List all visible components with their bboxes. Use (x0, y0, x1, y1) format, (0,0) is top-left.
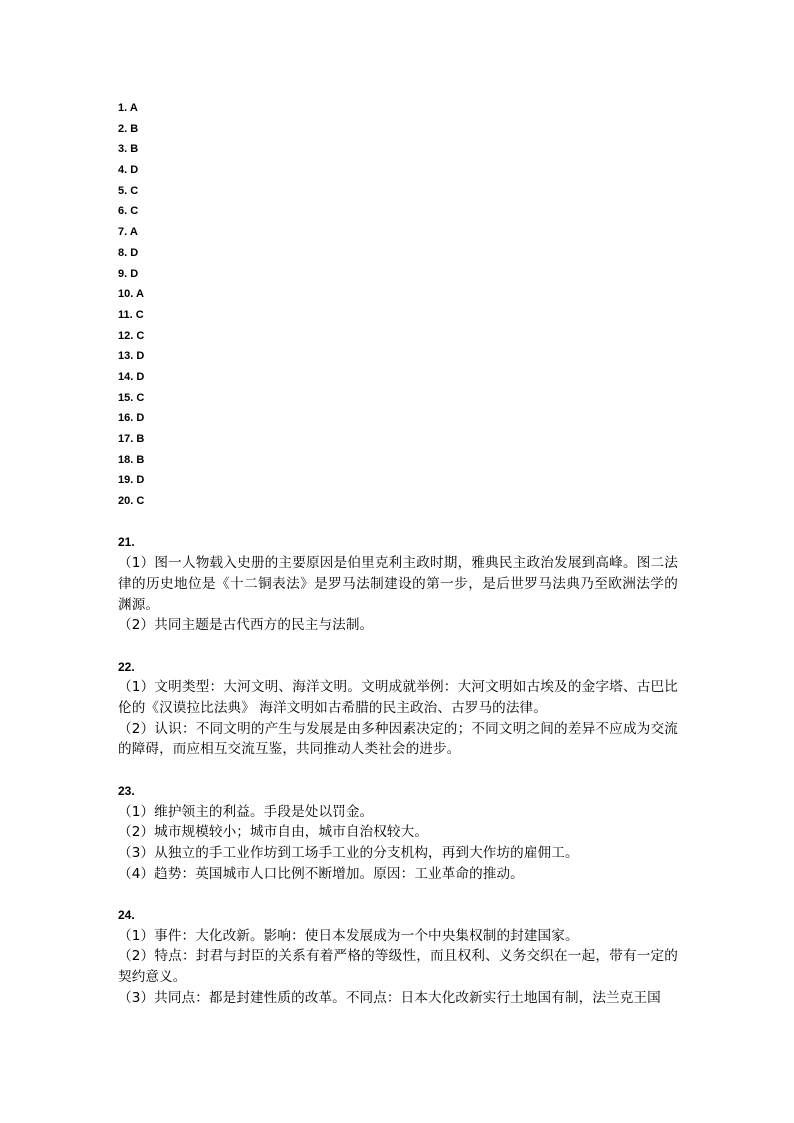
answer-sheet (118, 98, 678, 1009)
answer-item: 20. C (118, 495, 145, 508)
question-24 (118, 905, 678, 1009)
answer-item: 9. D (118, 267, 139, 280)
question-21 (118, 532, 678, 636)
question-23 (118, 781, 678, 885)
answer-item: 12. C (118, 329, 145, 342)
answer-part: （3）从独立的手工业作坊到工场手工业的分支机构，再到大作坊的雇佣工。 (118, 844, 579, 861)
question-number: 21. (118, 535, 135, 550)
multiple-choice-answers (118, 98, 678, 512)
answer-item: 16. D (118, 412, 145, 425)
answer-item: 4. D (118, 164, 139, 177)
answer-item: 1. A (118, 102, 138, 114)
question-number: 22. (118, 659, 135, 674)
question-number: 23. (118, 783, 135, 798)
answer-item: 6. C (118, 205, 139, 218)
question-22 (118, 657, 678, 761)
answer-item: 17. B (118, 433, 145, 445)
answer-item: 15. C (118, 391, 145, 404)
answer-item: 19. D (118, 474, 145, 487)
answer-part: （1）事件：大化改新。影响：使日本发展成为一个中央集权制的封建国家。 (118, 927, 579, 944)
answer-part: （4）趋势：英国城市人口比例不断增加。原因：工业革命的推动。 (118, 865, 524, 882)
answer-part: （3）共同点：都是封建性质的改革。不同点：日本大化改新实行土地国有制，法兰克王国 (118, 989, 661, 1006)
spacer (118, 636, 678, 657)
answer-item: 3. B (118, 143, 139, 156)
answer-item: 10. A (118, 288, 144, 301)
answer-part: （1）维护领主的利益。手段是处以罚金。 (118, 803, 374, 820)
answer-item: 14. D (118, 370, 145, 383)
question-number: 24. (118, 908, 135, 922)
answer-part: （1）文明类型：大河文明、海洋文明。文明成就举例：大河文明如古埃及的金字塔、古巴比伦的《汉谟拉比法典》 海洋文明如古希腊的民主政治、古罗马的法律。 (118, 679, 678, 717)
answer-item: 11. C (118, 308, 144, 321)
answer-item: 8. D (118, 246, 139, 259)
spacer (118, 884, 678, 905)
answer-part: （1）图一人物载入史册的主要原因是伯里克利主政时期，雅典民主政治发展到高峰。图二法律的历史地位是《十二铜表法》是罗马法制建设的第一步，是后世罗马法典乃至欧洲法学的渊源。 (118, 555, 678, 613)
spacer (118, 512, 678, 533)
answer-part: （2）城市规模较小；城市自由，城市自治权较大。 (118, 824, 429, 841)
answer-part: （2）认识：不同文明的产生与发展是由多种因素决定的；不同文明之间的差异不应成为交流的障碍，而应相互交流互鉴，共同推动人类社会的进步。 (118, 720, 678, 758)
answer-item: 2. B (118, 122, 139, 135)
answer-item: 7. A (118, 226, 138, 239)
spacer (118, 760, 678, 781)
answer-part: （2）特点：封君与封臣的关系有着严格的等级性，而且权利、义务交织在一起，带有一定的契约意义。 (118, 948, 678, 986)
answer-item: 5. C (118, 184, 139, 197)
answer-item: 13. D (118, 350, 145, 363)
answer-part: （2）共同主题是古代西方的民主与法制。 (118, 617, 374, 634)
answer-item: 18. B (118, 453, 145, 466)
